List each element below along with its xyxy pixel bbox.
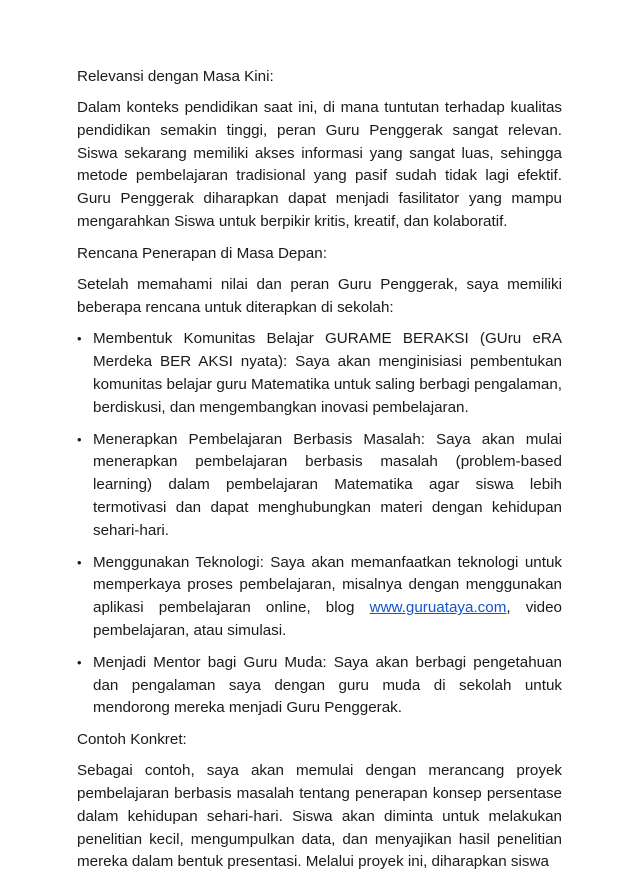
plan-bullet-text-before-link: Menggunakan Teknologi: Saya akan memanfaatkan teknologi untuk memperkaya proses pembelajaran, misalnya dengan menggunakan aplikasi pembelajaran online, blog <box>93 553 562 617</box>
plan-bullet-item <box>77 328 562 419</box>
plan-heading: Rencana Penerapan di Masa Depan: <box>77 244 327 262</box>
bullet-icon: • <box>77 554 82 570</box>
blog-link[interactable]: www.guruataya.com <box>369 599 507 617</box>
plan-bullet-text: Menjadi Mentor bagi Guru Muda: Saya akan berbagi pengetahuan dan pengalaman saya dengan guru muda di sekolah untuk mendorong mereka menjadi Guru Penggerak. <box>93 653 562 717</box>
plan-bullet-item <box>77 429 562 543</box>
plan-bullet-item <box>77 652 562 720</box>
bullet-icon: • <box>77 431 82 447</box>
bullet-icon: • <box>77 331 82 347</box>
plan-bullet-list <box>77 328 562 720</box>
plan-bullet-text: Menerapkan Pembelajaran Berbasis Masalah: Saya akan mulai menerapkan pembelajaran berbasis masalah (problem-based learning) dalam pembelajaran Matematika agar siswa lebih termotivasi dan dapat menghubungkan materi dengan kehidupan sehari-hari. <box>93 430 562 539</box>
plan-bullet-text-after-link: , video pembelajaran, atau simulasi. <box>93 599 562 639</box>
plan-bullet-item <box>77 552 562 643</box>
relevance-heading: Relevansi dengan Masa Kini: <box>77 68 274 85</box>
relevance-paragraph: Dalam konteks pendidikan saat ini, di mana tuntutan terhadap kualitas pendidikan semakin tinggi, peran Guru Penggerak sangat relevan. Siswa sekarang memiliki akses informasi yang sangat luas, sehingga metode pembelajaran tradisional yang pasif sudah tidak lagi efektif. Guru Penggerak diharapkan dapat menjadi fasilitator yang mampu mengarahkan Siswa untuk berpikir kritis, kreatif, dan kolaboratif. <box>77 99 562 230</box>
plan-bullet-text: Membentuk Komunitas Belajar GURAME BERAKSI (GUru eRA Merdeka BER AKSI nyata): Saya akan menginisiasi pembentukan komunitas belajar guru Matematika untuk saling berbagi pengalaman, berdiskusi, dan mengembangkan inovasi pembelajaran. <box>93 330 562 416</box>
example-paragraph: Sebagai contoh, saya akan memulai dengan merancang proyek pembelajaran berbasis masalah tentang penerapan konsep persentase dalam kehidupan sehari-hari. Siswa akan diminta untuk melakukan penelitian kecil, mengumpulkan data, dan menyajikan hasil penelitian mereka dalam bentuk presentasi. Melalui proyek ini, diharapkan siswa <box>77 762 562 871</box>
example-heading: Contoh Konkret: <box>77 731 187 749</box>
bullet-icon: • <box>77 654 82 670</box>
plan-intro-paragraph: Setelah memahami nilai dan peran Guru Penggerak, saya memiliki beberapa rencana untuk diterapkan di sekolah: <box>77 275 562 316</box>
